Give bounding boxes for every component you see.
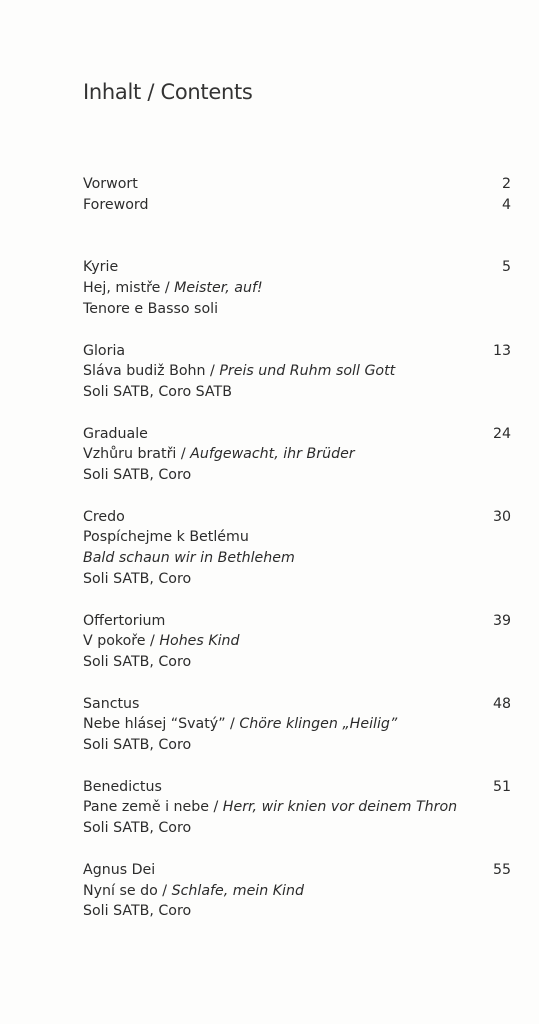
page-number: 4 — [501, 196, 511, 213]
german-title: Chöre klingen „Heilig” — [239, 716, 398, 733]
spacer — [83, 215, 511, 257]
toc-line — [83, 611, 511, 632]
page-number: 55 — [492, 861, 511, 878]
toc-line — [83, 257, 511, 278]
czech-title: V pokoře / — [83, 633, 160, 650]
german-title: Aufgewacht, ihr Brüder — [190, 446, 355, 463]
entry-title: Foreword — [83, 196, 149, 213]
toc-line — [83, 694, 511, 715]
toc-entry-vorwort — [83, 174, 511, 195]
toc-line — [83, 341, 511, 362]
spacer — [83, 756, 511, 777]
voices: Soli SATB, Coro — [83, 570, 192, 587]
movement-subtitle — [83, 278, 511, 299]
czech-title: Nebe hlásej “Svatý” / — [83, 716, 240, 733]
czech-title: Pane země i nebe / — [83, 799, 223, 816]
spacer — [83, 839, 511, 860]
german-title: Hohes Kind — [159, 633, 240, 650]
movement-name: Kyrie — [83, 259, 119, 276]
toc-entry-credo — [83, 507, 511, 590]
movement-name: Sanctus — [83, 695, 140, 712]
movement-subtitle — [83, 631, 511, 652]
german-title: Bald schaun wir in Bethlehem — [83, 550, 295, 567]
page-number: 30 — [492, 508, 511, 525]
czech-title: Vzhůru bratři / — [83, 446, 191, 463]
spacer — [83, 590, 511, 611]
page-number: 24 — [492, 425, 511, 442]
entry-title: Vorwort — [83, 176, 138, 192]
page-number: 48 — [492, 695, 511, 712]
spacer — [83, 486, 511, 507]
voices: Soli SATB, Coro — [83, 903, 192, 920]
czech-title: Nyní se do / — [83, 882, 172, 899]
movement-name: Credo — [83, 508, 125, 525]
movement-subtitle — [83, 797, 511, 818]
german-title: Herr, wir knien vor deinem Thron — [222, 799, 458, 816]
page-number: 39 — [492, 612, 511, 629]
toc-entry-gloria — [83, 341, 511, 403]
movement-name: Offertorium — [83, 612, 166, 629]
page-number: 2 — [501, 176, 511, 192]
voices: Soli SATB, Coro — [83, 820, 192, 837]
toc-line — [83, 777, 511, 798]
voices: Soli SATB, Coro SATB — [83, 383, 232, 400]
toc-entry-agnus-dei — [83, 860, 511, 922]
toc-line — [83, 507, 511, 528]
movement-subtitle — [83, 881, 511, 902]
czech-title: Sláva budiž Bohn / — [83, 363, 220, 380]
table-of-contents — [83, 174, 511, 922]
spacer — [83, 673, 511, 694]
movement-subtitle — [83, 361, 511, 382]
voices: Tenore e Basso soli — [83, 300, 219, 317]
spacer — [83, 403, 511, 424]
german-title: Preis und Ruhm soll Gott — [219, 363, 396, 380]
page-number: 51 — [492, 778, 511, 795]
toc-entry-foreword — [83, 195, 511, 216]
page-number: 5 — [501, 259, 511, 276]
movement-name: Agnus Dei — [83, 861, 156, 878]
german-title: Meister, auf! — [174, 280, 263, 297]
toc-entry-sanctus — [83, 694, 511, 756]
movement-name: Gloria — [83, 342, 126, 359]
movement-name: Graduale — [83, 425, 148, 442]
toc-entry-kyrie — [83, 257, 511, 319]
movement-name: Benedictus — [83, 778, 162, 795]
page-title: Inhalt / Contents — [83, 80, 253, 105]
page-number: 13 — [492, 342, 511, 359]
toc-line — [83, 424, 511, 445]
voices: Soli SATB, Coro — [83, 467, 192, 484]
voices: Soli SATB, Coro — [83, 653, 192, 670]
spacer — [83, 320, 511, 341]
czech-title: Hej, mistře / — [83, 280, 175, 297]
toc-line — [83, 195, 511, 216]
czech-title: Pospíchejme k Betlému — [83, 529, 249, 546]
toc-entry-benedictus — [83, 777, 511, 839]
german-title: Schlafe, mein Kind — [171, 882, 304, 899]
toc-entry-graduale — [83, 424, 511, 486]
voices: Soli SATB, Coro — [83, 737, 192, 754]
toc-line — [83, 174, 511, 195]
toc-entry-offertorium — [83, 611, 511, 673]
movement-subtitle — [83, 714, 511, 735]
toc-line — [83, 860, 511, 881]
movement-subtitle — [83, 444, 511, 465]
